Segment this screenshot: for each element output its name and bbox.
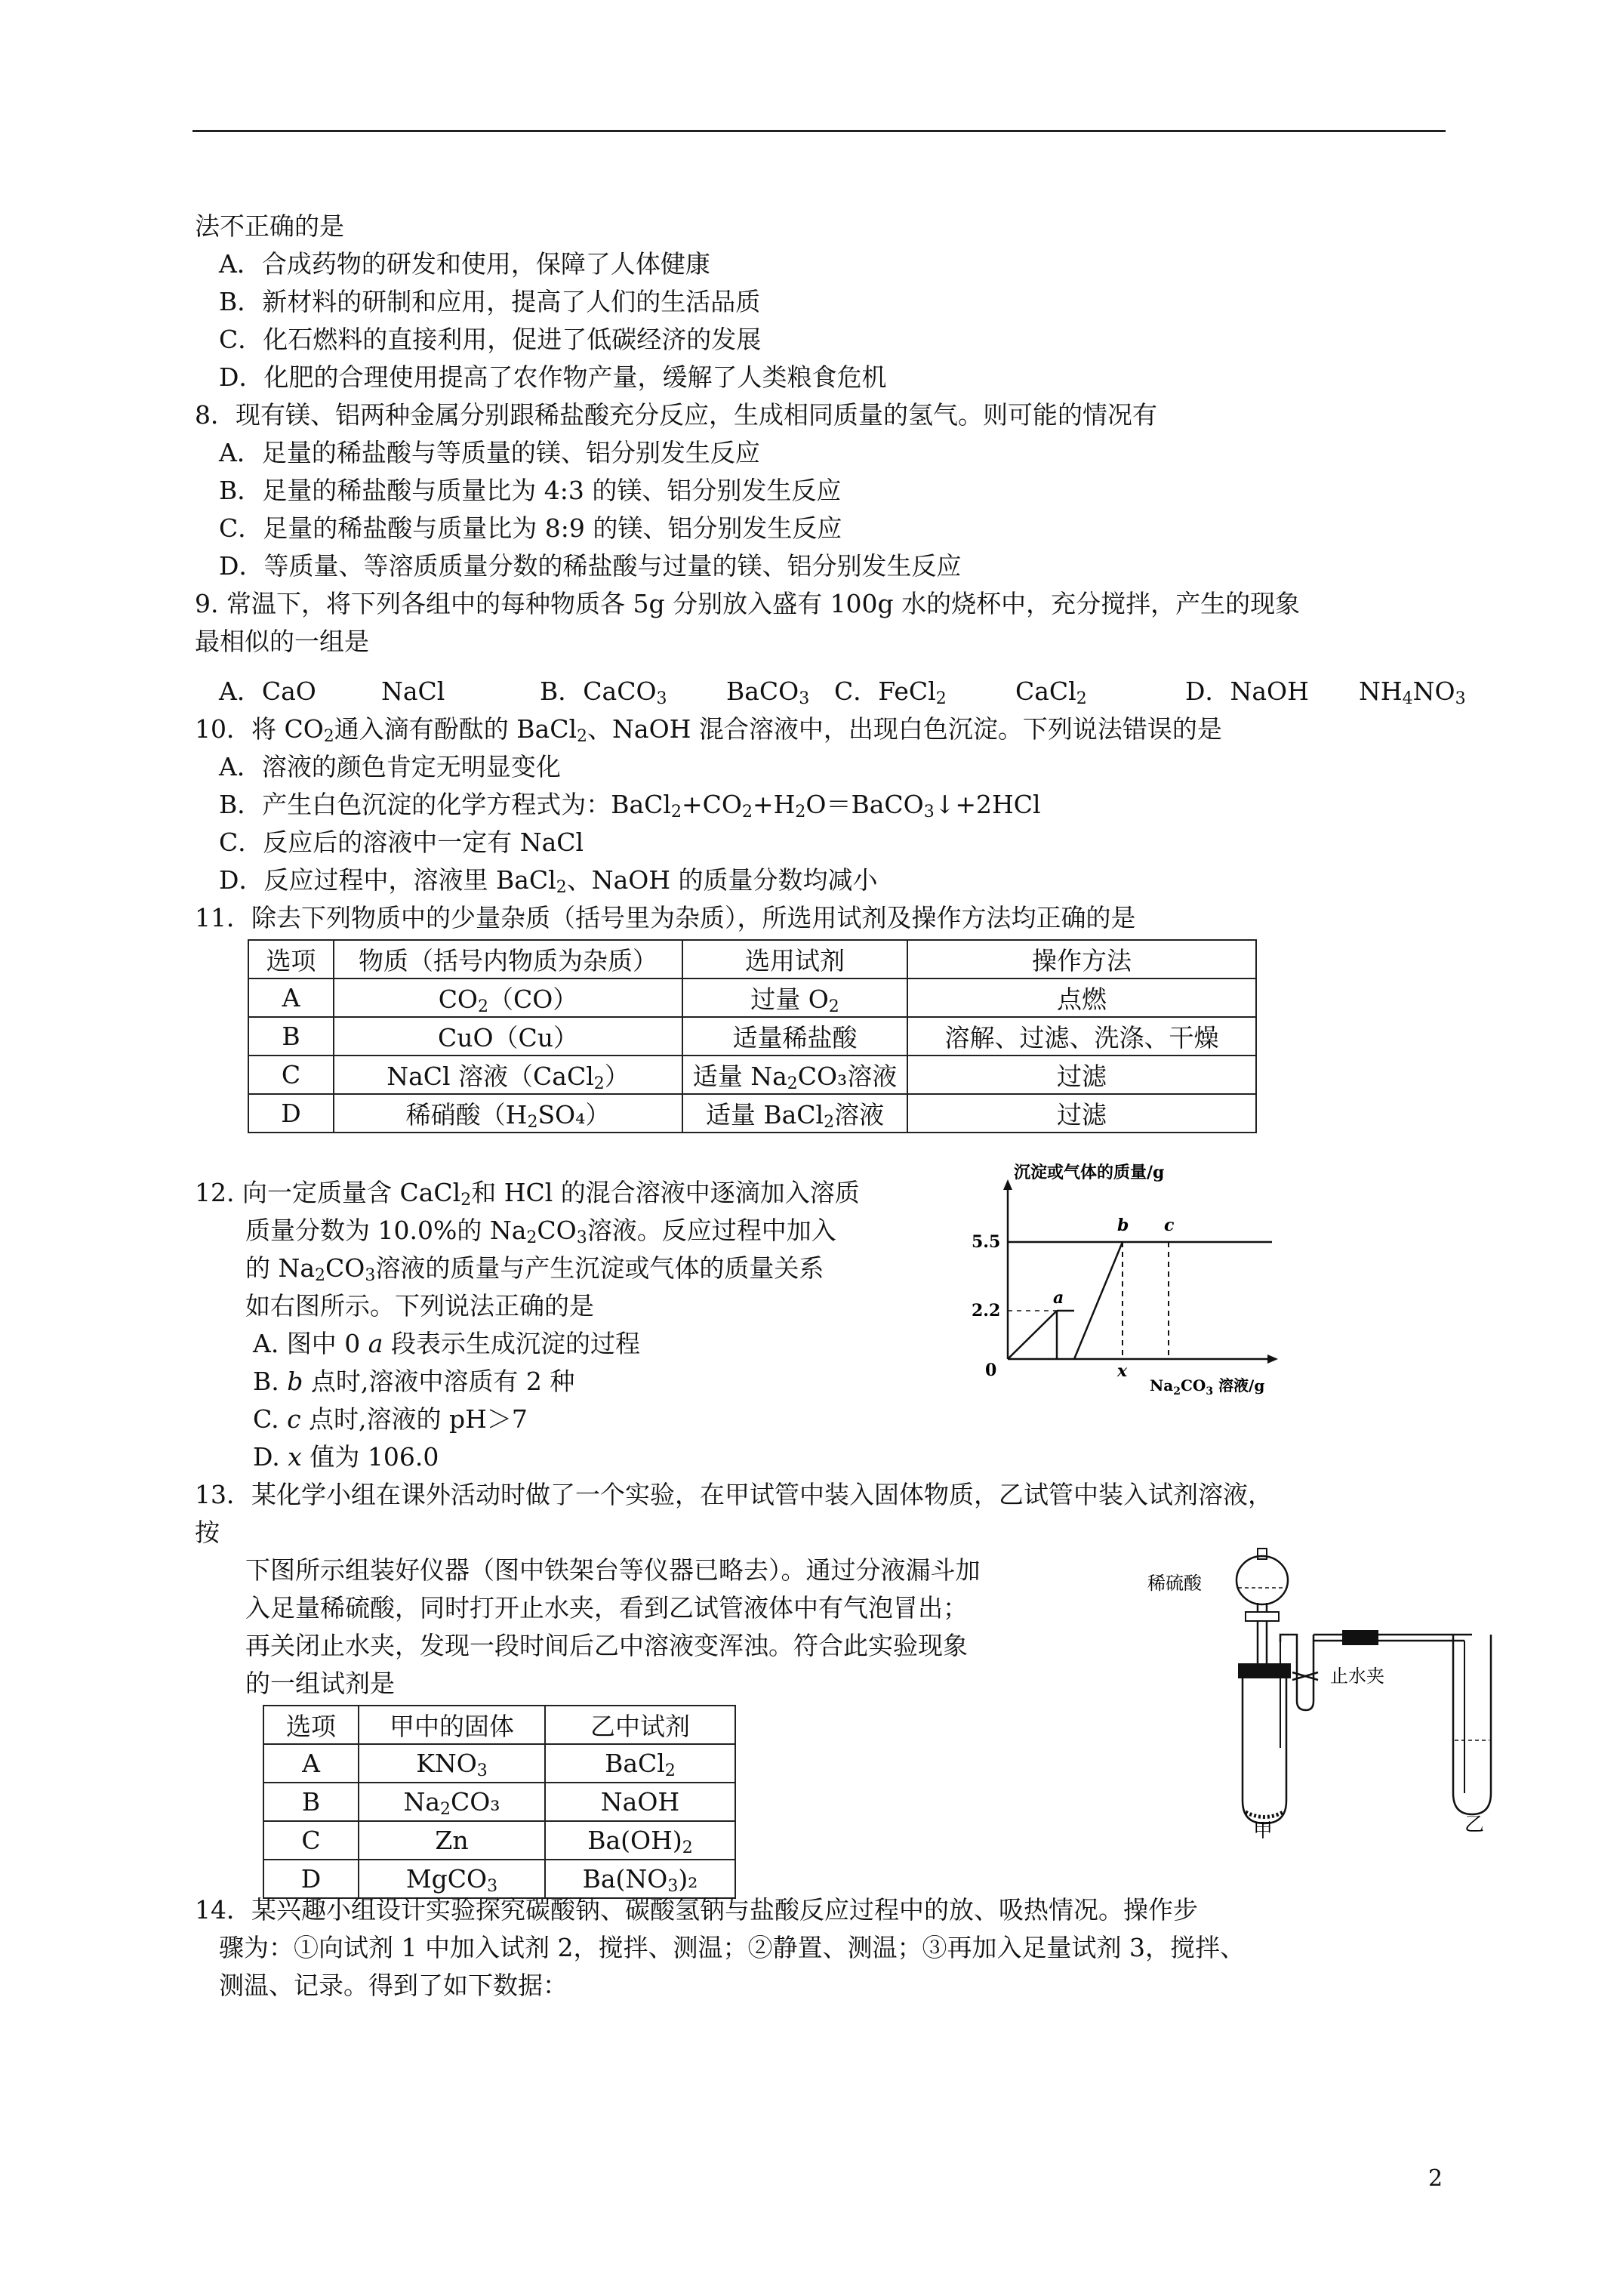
chart-y-arrow: [1003, 1179, 1012, 1190]
label-acid: 稀硫酸: [1147, 1573, 1202, 1594]
chart-gas-line: [1008, 1311, 1057, 1359]
q12-option-a: A. 图中 0 a 段表示生成沉淀的过程: [253, 1329, 640, 1358]
jia-solid: [1246, 1812, 1283, 1817]
q13-line-4: 入足量稀硫酸，同时打开止水夹，看到乙试管液体中有气泡冒出；: [245, 1593, 968, 1623]
q12-option-c: C. c 点时,溶液的 pH＞7: [253, 1404, 528, 1434]
header-rule: [192, 130, 1446, 132]
table-row: [263, 1783, 735, 1821]
q12-line-1: 12. 向一定质量含 CaCl$_2$和 HCl 的混合溶液中逐滴加入溶质: [195, 1178, 860, 1210]
cell: BaCl$_2$: [545, 1744, 735, 1783]
q9-option-b-2: BaCO$_3$: [726, 676, 810, 708]
q10-stem: 10．将 $CO_2$通入滴有酚酞的 BaCl$_2$、NaOH 混合溶液中，出现白色沉淀。下列说法错误的是: [195, 714, 1222, 746]
q12-option-d: D. x 值为 106.0: [253, 1442, 439, 1472]
cell: 溶解、过滤、洗涤、干燥: [907, 1017, 1256, 1056]
cell: A: [263, 1744, 359, 1783]
q7-stem-tail: 法不正确的是: [195, 211, 344, 241]
tube-yi: [1453, 1635, 1491, 1814]
q8-option-c: C．足量的稀盐酸与质量比为 8:9 的镁、铝分别发生反应: [219, 513, 842, 543]
cell: B: [263, 1783, 359, 1821]
chart-ytick-5-5: 5.5: [972, 1232, 1001, 1252]
chart-point-c: c: [1164, 1216, 1175, 1235]
chart-xtick-x: x: [1117, 1361, 1128, 1381]
table-row: [248, 1094, 1256, 1133]
q9-stem-2: 最相似的一组是: [195, 627, 369, 656]
cell: 过滤: [907, 1056, 1256, 1094]
q9-option-d: D．NaOH: [1185, 676, 1309, 706]
cell: C: [263, 1821, 359, 1860]
cell: 适量稀盐酸: [682, 1017, 907, 1056]
q11-stem: 11．除去下列物质中的少量杂质（括号里为杂质），所选用试剂及操作方法均正确的是: [195, 903, 1136, 932]
q9-option-d-2: $NH_4NO_3$: [1359, 676, 1466, 708]
jia-stopper: [1238, 1663, 1291, 1678]
cell: $Ba(NO_3)_2$: [545, 1860, 735, 1898]
header-cell: 物质（括号内物质为杂质）: [334, 940, 682, 978]
table-row: [263, 1821, 735, 1860]
q13-table: [263, 1705, 736, 1899]
q11-table: [248, 939, 1257, 1133]
q10-option-c: C．反应后的溶液中一定有 NaCl: [219, 827, 584, 857]
q12-option-b: B. b 点时,溶液中溶质有 2 种: [253, 1367, 575, 1396]
cell: 过滤: [907, 1094, 1256, 1133]
cell: CuO（Cu）: [334, 1017, 682, 1056]
q8-stem: 8．现有镁、铝两种金属分别跟稀盐酸充分反应，生成相同质量的氢气。则可能的情况有: [195, 400, 1157, 430]
q13-line-5: 再关闭止水夹，发现一段时间后乙中溶液变浑浊。符合此实验现象: [245, 1631, 968, 1660]
cell: 点燃: [907, 978, 1256, 1017]
q12-line-3: 的 $Na_2CO_3$溶液的质量与产生沉淀或气体的质量关系: [245, 1253, 824, 1285]
cell: D: [248, 1094, 334, 1133]
table-row: [248, 1017, 1256, 1056]
cell: C: [248, 1056, 334, 1094]
cell: 稀硝酸$(H_2SO_4)$: [334, 1094, 682, 1133]
cell: NaOH: [545, 1783, 735, 1821]
cell: B: [248, 1017, 334, 1056]
rubber-joint: [1342, 1630, 1378, 1645]
label-jia: 甲: [1253, 1820, 1273, 1838]
table-row: [248, 940, 1256, 978]
cell: D: [263, 1860, 359, 1898]
q7-option-c: C．化石燃料的直接利用，促进了低碳经济的发展: [219, 325, 762, 354]
q13-line-2: 按: [195, 1518, 220, 1547]
cell: $Ba(OH)_2$: [545, 1821, 735, 1860]
cell: $KNO_3$: [359, 1744, 545, 1783]
table-row: [248, 978, 1256, 1017]
q9-option-a: A．CaO: [219, 676, 316, 706]
chart-origin: 0: [985, 1361, 997, 1380]
cell: $Na_2CO_3$: [359, 1783, 545, 1821]
q9-option-c: C．FeCl$_2$: [834, 676, 947, 708]
page-number: 2: [1428, 2165, 1443, 2192]
cell: 适量 BaCl$_2$溶液: [682, 1094, 907, 1133]
cell: 适量 $Na_2CO_3$溶液: [682, 1056, 907, 1094]
q7-option-b: B．新材料的研制和应用，提高了人们的生活品质: [219, 287, 761, 316]
label-clamp: 止水夹: [1330, 1666, 1384, 1687]
table-row: [263, 1744, 735, 1783]
q13-line-1: 13．某化学小组在课外活动时做了一个实验，在甲试管中装入固体物质，乙试管中装入试剂溶液，: [195, 1480, 1273, 1509]
cell: NaCl 溶液（CaCl$_2$）: [334, 1056, 682, 1094]
chart-xlabel: $Na_2CO_3$ 溶液/g: [1150, 1376, 1265, 1398]
table-row: [263, 1706, 735, 1744]
cell: A: [248, 978, 334, 1017]
header-cell: 甲中的固体: [359, 1706, 545, 1744]
funnel-bulb: [1236, 1556, 1288, 1604]
chart-precip-line: [1074, 1242, 1123, 1359]
chart-point-a: a: [1053, 1288, 1064, 1308]
table-row: [263, 1860, 735, 1898]
chart-ylabel: 沉淀或气体的质量/g: [1014, 1163, 1165, 1182]
cell: $CO_2(CO)$: [334, 978, 682, 1017]
q9-stem-1: 9. 常温下，将下列各组中的每种物质各 5g 分别放入盛有 100g 水的烧杯中，充分搅拌，产生的现象: [195, 589, 1301, 618]
q13-apparatus: [1132, 1521, 1495, 1838]
q8-option-b: B．足量的稀盐酸与质量比为 4:3 的镁、铝分别发生反应: [219, 476, 842, 505]
q10-option-a: A．溶液的颜色肯定无明显变化: [219, 752, 561, 781]
q8-option-d: D．等质量、等溶质质量分数的稀盐酸与过量的镁、铝分别发生反应: [219, 551, 962, 581]
cell: 过量 $O_2$: [682, 978, 907, 1017]
q13-line-6: 的一组试剂是: [245, 1669, 395, 1698]
q7-option-d: D．化肥的合理使用提高了农作物产量，缓解了人类粮食危机: [219, 362, 887, 392]
chart-x-arrow: [1267, 1354, 1278, 1364]
q9-option-c-2: CaCl$_2$: [1015, 676, 1087, 708]
chart-ytick-2-2: 2.2: [972, 1301, 1001, 1321]
q14-line-3: 测温、记录。得到了如下数据：: [219, 1971, 568, 2000]
cell: MgCO$_3$: [359, 1860, 545, 1898]
q14-line-2: 骤为：①向试剂 1 中加入试剂 2，搅拌、测温；②静置、测温；③再加入足量试剂 3，搅拌、: [219, 1933, 1245, 1962]
header-cell: 乙中试剂: [545, 1706, 735, 1744]
header-cell: 操作方法: [907, 940, 1256, 978]
table-row: [248, 1056, 1256, 1094]
header-cell: 选项: [248, 940, 334, 978]
q10-option-b: B．产生白色沉淀的化学方程式为：$BaCl_2+CO_2+H_2O=BaCO_3↓+2HCl$: [219, 790, 1041, 821]
funnel-stopper: [1258, 1549, 1267, 1559]
q10-option-d: D．反应过程中，溶液里 BaCl$_2$、NaOH 的质量分数均减小: [219, 865, 878, 897]
cell: Zn: [359, 1821, 545, 1860]
q14-line-1: 14．某兴趣小组设计实验探究碳酸钠、碳酸氢钠与盐酸反应过程中的放、吸热情况。操作步: [195, 1895, 1198, 1925]
chart-point-b: b: [1117, 1216, 1129, 1235]
header-cell: 选项: [263, 1706, 359, 1744]
q13-line-3: 下图所示组装好仪器（图中铁架台等仪器已略去）。通过分液漏斗加: [245, 1555, 981, 1585]
header-cell: 选用试剂: [682, 940, 907, 978]
label-yi: 乙: [1464, 1814, 1485, 1836]
q9-option-b: B．CaCO$_3$: [540, 676, 667, 708]
funnel-tap: [1246, 1612, 1279, 1621]
q9-option-a-2: NaCl: [381, 676, 445, 706]
q12-line-2: 质量分数为 10.0%的 $Na_2CO_3$溶液。反应过程中加入: [245, 1216, 836, 1247]
q8-option-a: A．足量的稀盐酸与等质量的镁、铝分别发生反应: [219, 438, 760, 467]
q12-chart: [955, 1155, 1302, 1412]
q7-option-a: A．合成药物的研发和使用，保障了人体健康: [219, 249, 710, 279]
q12-line-4: 如右图所示。下列说法正确的是: [245, 1291, 594, 1321]
